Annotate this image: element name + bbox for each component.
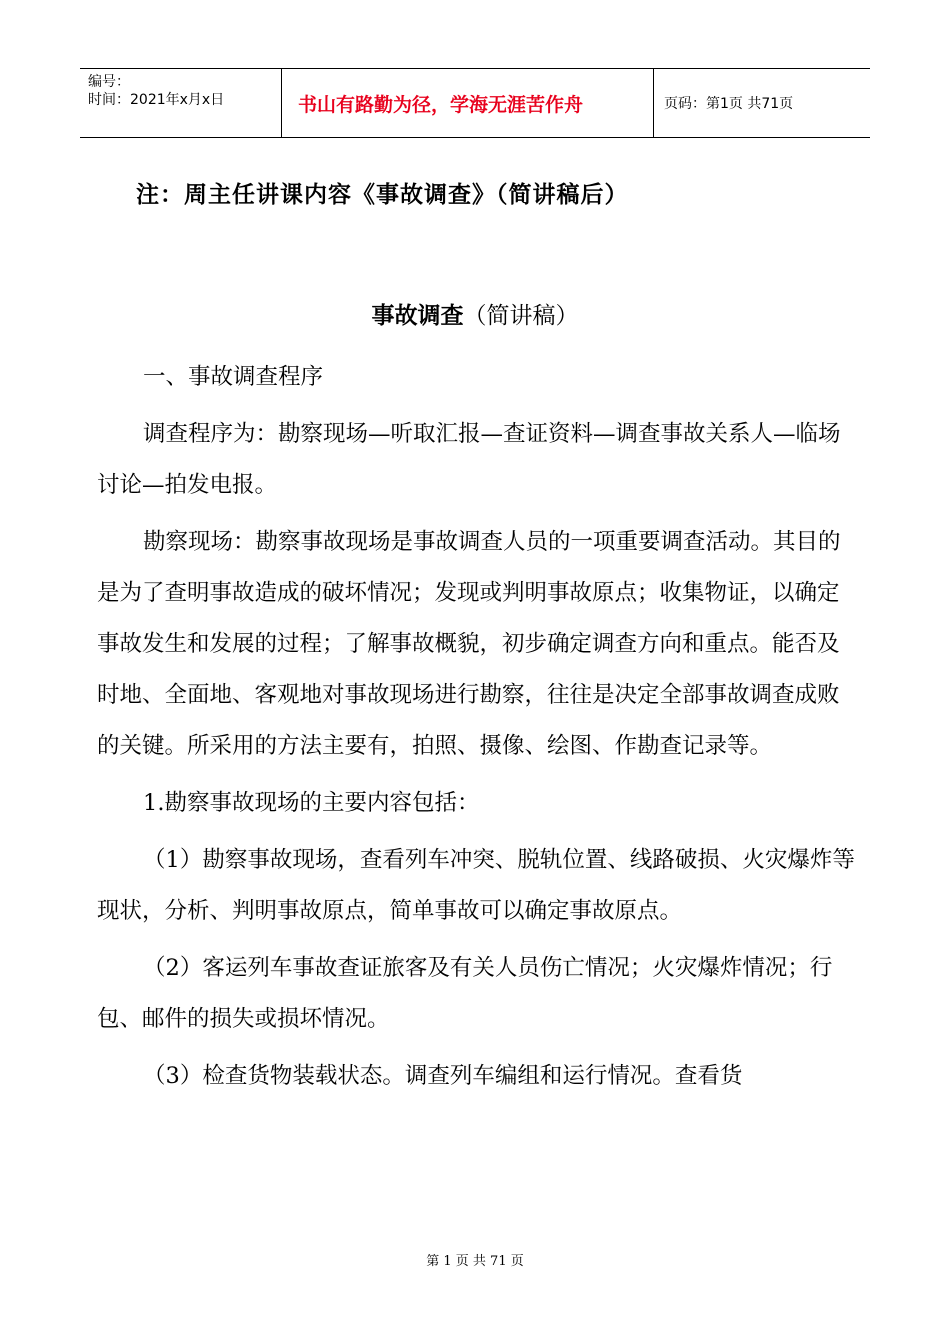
header-motto: 书山有路勤为径，学海无涯苦作舟 — [282, 69, 654, 137]
document-title — [0, 297, 950, 330]
paragraph: （3）检查货物装载状态。调查列车编组和运行情况。查看货 — [143, 1063, 743, 1089]
paragraph: 1.勘察事故现场的主要内容包括： — [143, 790, 480, 816]
time-label: 时间：2021年x月x日 — [88, 92, 225, 108]
number-label: 编号： — [88, 74, 130, 90]
paragraph: 勘察现场：勘察事故现场是事故调查人员的一项重要调查活动。其目的是为了查明事故造成的破坏情况；发现或判明事故原点；收集物证，以确定事故发生和发展的过程；了解事故概貌，初步确定调查方向和重点。能否及时地、全面地、客观地对事故现场进行勘察，往往是决定全部事故调查成败的关键。所采用的方法主要有，拍照、摄像、绘图、作勘查记录等。 — [97, 529, 841, 759]
paragraph: （2）客运列车事故查证旅客及有关人员伤亡情况；火灾爆炸情况；行包、邮件的损失或损坏情况。 — [97, 955, 833, 1032]
note-line: 注：周主任讲课内容《事故调查》（简讲稿后） — [136, 182, 629, 208]
header-page-info: 页码：第1页 共71页 — [664, 96, 794, 112]
page-footer: 第 1 页 共 71 页 — [426, 1254, 524, 1269]
header-table — [80, 68, 870, 138]
header-meta — [80, 69, 282, 137]
paragraph: （1）勘察事故现场，查看列车冲突、脱轨位置、线路破损、火灾爆炸等现状，分析、判明事故原点，简单事故可以确定事故原点。 — [97, 847, 855, 924]
title-main: 事故调查 — [371, 303, 464, 329]
section-heading: 一、事故调查程序 — [143, 364, 324, 390]
title-sub: （简讲稿） — [463, 303, 579, 329]
paragraph: 调查程序为：勘察现场—听取汇报—查证资料—调查事故关系人—临场讨论—拍发电报。 — [97, 421, 841, 498]
body-text — [97, 352, 857, 1102]
